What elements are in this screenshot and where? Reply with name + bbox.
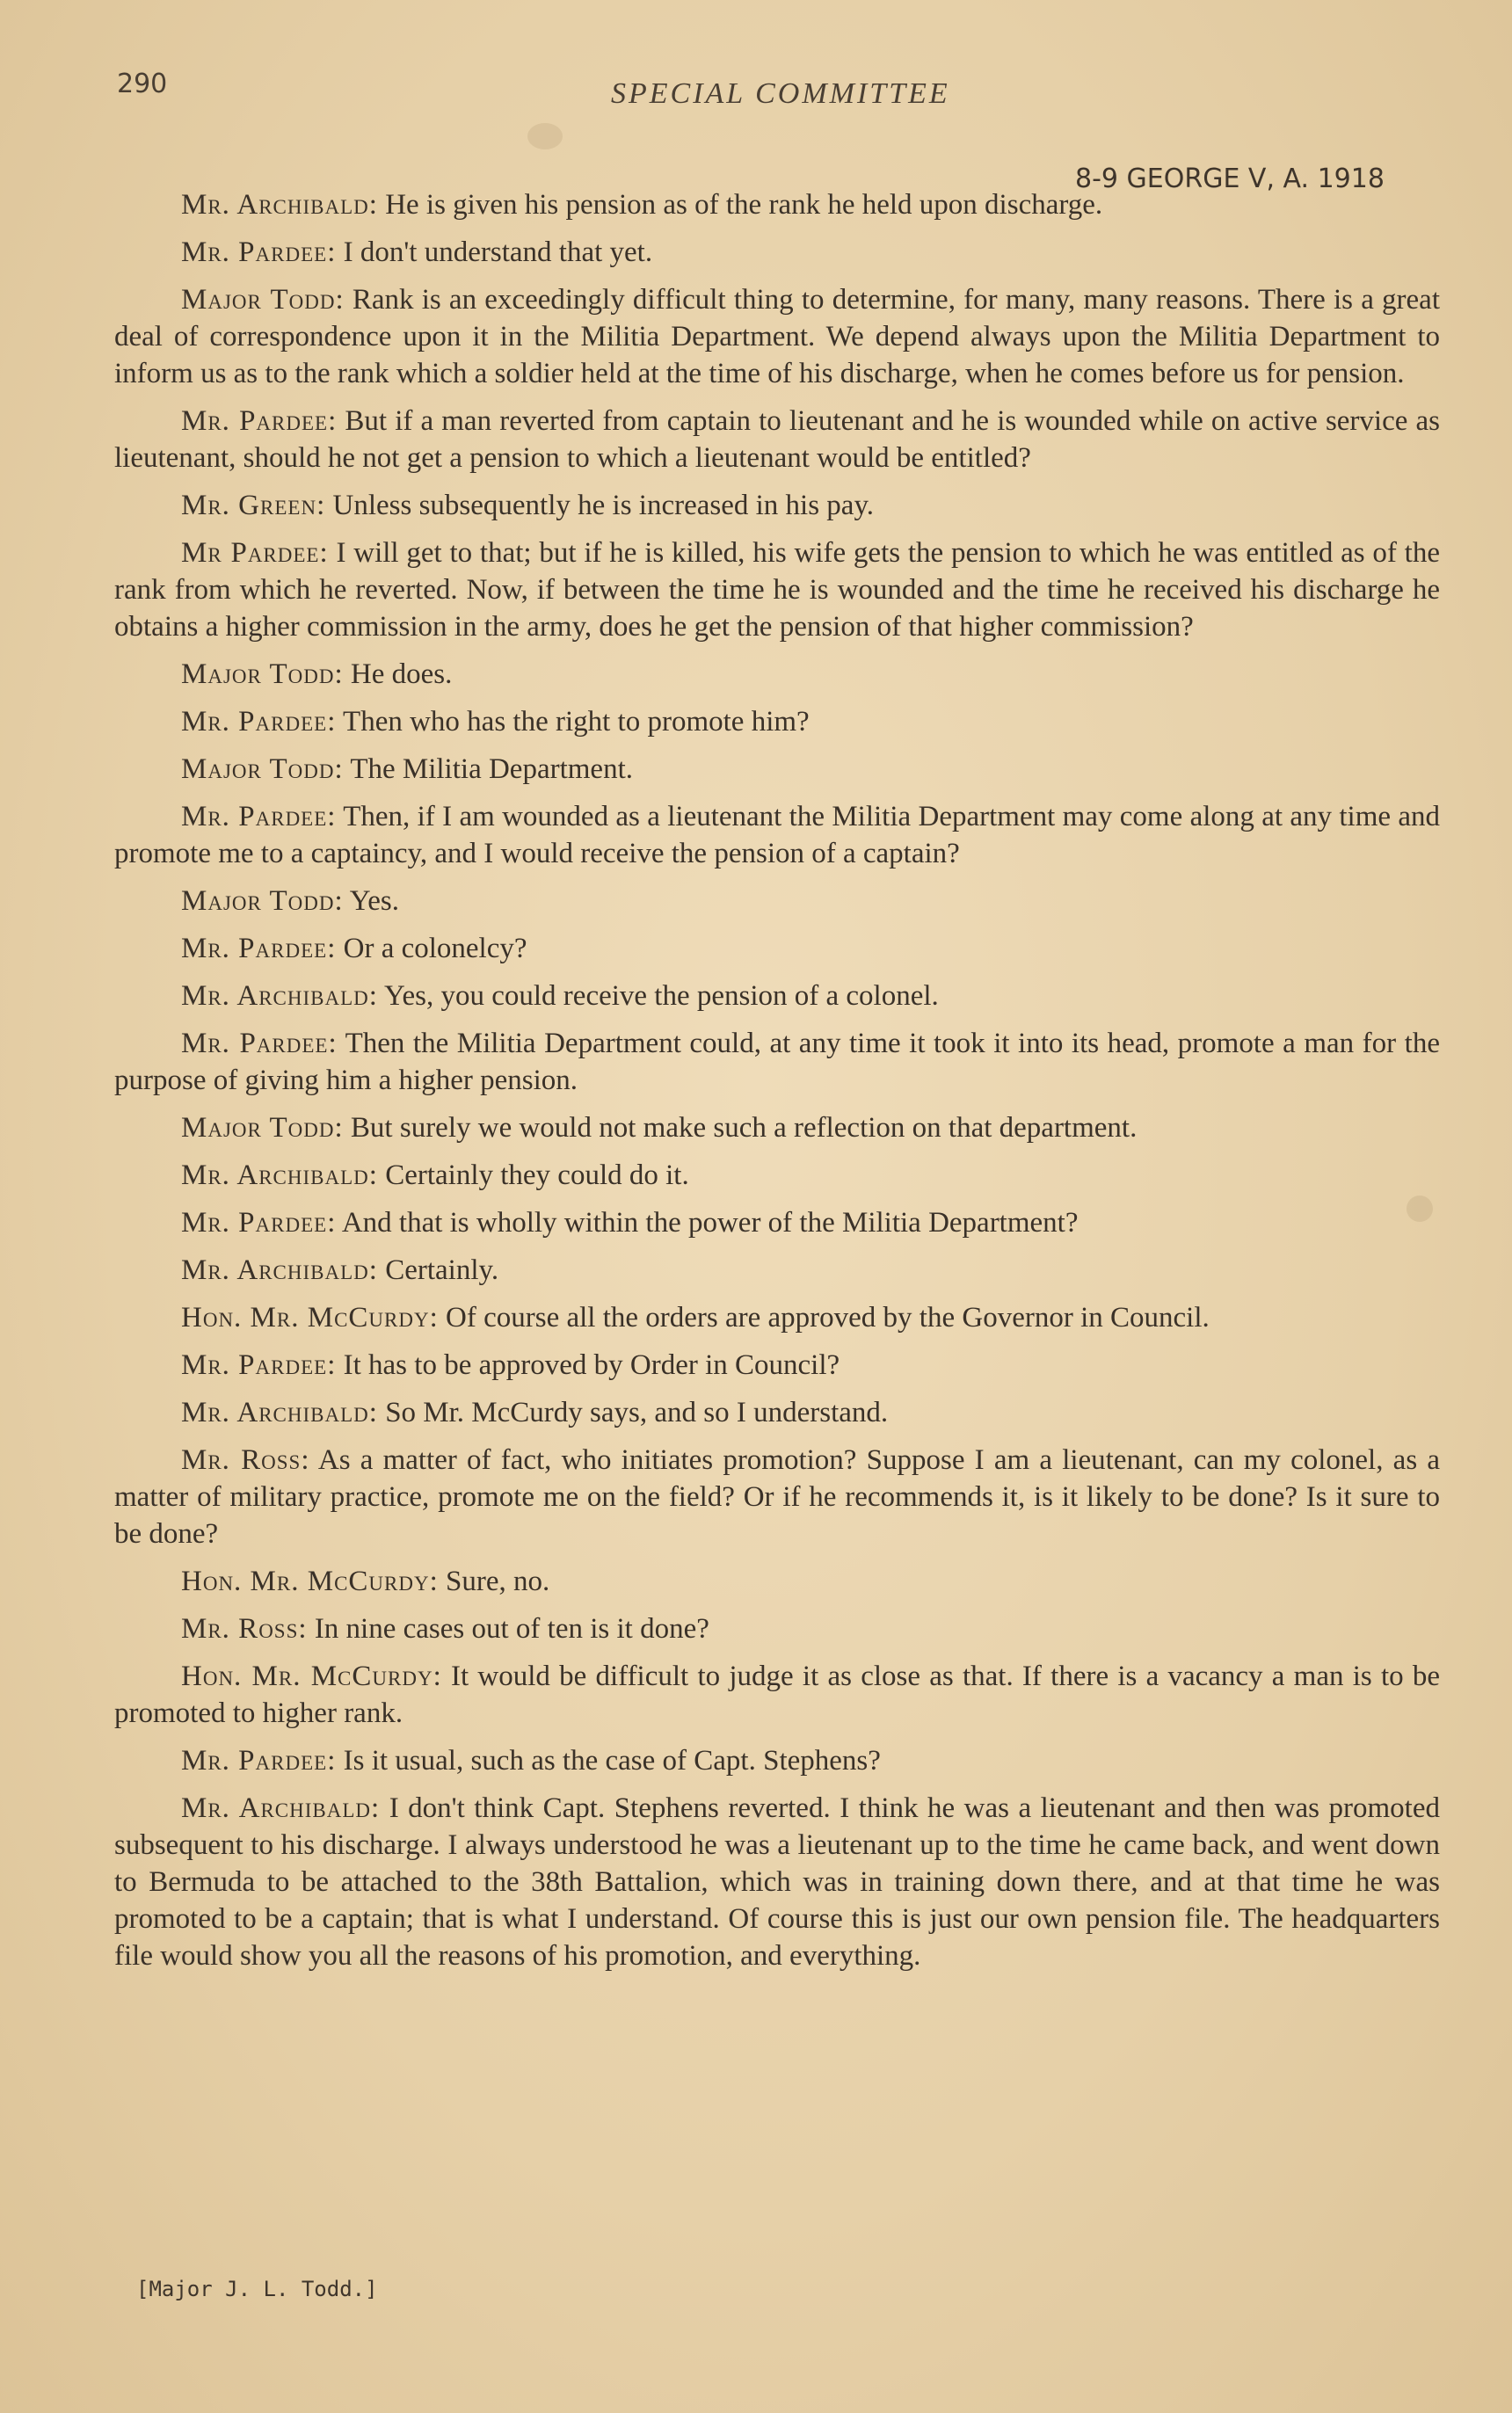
speech-text: As a matter of fact, who initiates promotion? Suppose I am a lieutenant, can my colonel, as a matter of military practice, promote me on the field? Or if he recommends it, is it likely to be done? Is it sure to be done? [114,1444,1440,1550]
transcript-paragraph [114,487,1440,524]
speech-text: But if a man reverted from captain to lieutenant and he is wounded while on active service as lieutenant, should he not get a pension to which a lieutenant would be entitled? [114,405,1441,474]
speaker-name: Mr. Pardee: [181,706,337,738]
speech-text: Yes. [349,885,399,917]
speech-text: Then the Militia Department could, at any time it took it into its head, promote a man for the purpose of giving him a higher pension. [114,1028,1441,1096]
speaker-name: Mr. Ross: [181,1613,308,1645]
speaker-name: Major Todd: [181,885,344,917]
transcript-paragraph [114,751,1440,788]
speaker-name: Major Todd: [181,284,345,316]
speech-text: Sure, no. [446,1566,550,1597]
speech-text: Then who has the right to promote him? [343,706,810,738]
transcript-paragraph [114,234,1440,271]
transcript-paragraph [114,534,1440,645]
speaker-name: Mr. Archibald: [181,1792,381,1824]
speaker-name: Mr. Pardee: [181,1349,337,1381]
speaker-name: Major Todd: [181,1112,344,1144]
speaker-name: Mr. Archibald: [181,1397,378,1428]
speech-text: And that is wholly within the power of the Militia Department? [341,1207,1079,1239]
speaker-name: Mr. Archibald: [181,980,378,1012]
transcript-paragraph [114,403,1440,476]
speech-text: Or a colonelcy? [343,933,527,964]
speaker-name: Mr Pardee: [181,537,329,569]
transcript-body [114,186,1440,1985]
speaker-name: Mr. Pardee: [181,933,337,964]
transcript-paragraph [114,1563,1440,1600]
transcript-paragraph [114,1157,1440,1194]
speech-text: I will get to that; but if he is killed, his wife gets the pension to which he was entitled as of the rank from which he reverted. Now, if between the time he is wounded and the time he received his discharge he obtains a higher commission in the army, does he get the pension of that higher commission? [114,537,1440,643]
speech-text: He is given his pension as of the rank he held upon discharge. [385,189,1103,221]
speech-text: Then, if I am wounded as a lieutenant the Militia Department may come along at any time and promote me to a captaincy, and I would receive the pension of a captain? [114,801,1441,869]
transcript-paragraph [114,186,1440,223]
speech-text: But surely we would not make such a reflection on that department. [350,1112,1138,1144]
speaker-name: Mr. Pardee: [181,1028,338,1059]
transcript-paragraph [114,978,1440,1014]
speaker-name: Major Todd: [181,658,344,690]
transcript-paragraph [114,1025,1440,1099]
transcript-paragraph [114,1299,1440,1336]
speech-text: I don't think Capt. Stephens reverted. I think he was a lieutenant and then was promoted subsequent to his discharge. I always understood he was a lieutenant up to the time he came back, and went down to Bermuda to be attached to the 38th Battalion, which was in training down there, and at that time he was promoted to be a captain; that is what I understand. Of course this is just our own pension file. The headquarters file would show you all the reasons of his promotion, and everything. [114,1792,1440,1972]
speaker-name: Mr. Archibald: [181,1254,378,1286]
speech-text: It has to be approved by Order in Council? [343,1349,840,1381]
speech-text: Yes, you could receive the pension of a colonel. [383,980,939,1012]
speech-text: Certainly. [385,1254,499,1286]
transcript-paragraph [114,1790,1440,1974]
transcript-paragraph [114,1610,1440,1647]
speech-text: He does. [350,658,453,690]
transcript-paragraph [114,883,1440,919]
paper-stain [527,123,563,149]
transcript-paragraph [114,1394,1440,1431]
speaker-name: Hon. Mr. McCurdy: [181,1302,439,1334]
speaker-name: Hon. Mr. McCurdy: [181,1661,442,1692]
speech-text: Certainly they could do it. [385,1159,689,1191]
speech-text: So Mr. McCurdy says, and so I understand. [385,1397,889,1428]
speech-text: I don't understand that yet. [343,236,653,268]
speech-text: Unless subsequently he is increased in his pay. [332,490,875,521]
speech-text: Is it usual, such as the case of Capt. Stephens? [343,1745,881,1777]
transcript-paragraph [114,1347,1440,1384]
transcript-paragraph [114,656,1440,693]
transcript-paragraph [114,1742,1440,1779]
transcript-paragraph [114,1658,1440,1732]
speech-text: Of course all the orders are approved by the Governor in Council. [446,1302,1210,1334]
speaker-name: Mr. Archibald: [181,1159,378,1191]
transcript-paragraph [114,1109,1440,1146]
speech-text: Rank is an exceedingly difficult thing to determine, for many, many reasons. There is a great deal of correspondence upon it in the Militia Department. We depend always upon the Militia Department to inform us as to the rank which a soldier held at the time of his discharge, when he comes before us for pension. [114,284,1440,389]
page-number: 290 [117,69,168,99]
speaker-name: Hon. Mr. McCurdy: [181,1566,439,1597]
speaker-name: Major Todd: [181,753,344,785]
transcript-paragraph [114,281,1440,392]
speaker-name: Mr. Pardee: [181,1745,337,1777]
speaker-name: Mr. Pardee: [181,236,337,268]
speaker-name: Mr. Green: [181,490,326,521]
transcript-paragraph [114,798,1440,872]
running-head: SPECIAL COMMITTEE [611,77,950,110]
speech-text: It would be difficult to judge it as close as that. If there is a vacancy a man is to be promoted to higher rank. [114,1661,1441,1729]
transcript-paragraph [114,930,1440,967]
transcript-paragraph [114,1204,1440,1241]
transcript-paragraph [114,703,1440,740]
transcript-paragraph [114,1442,1440,1552]
session-heading: 8-9 GEORGE V, A. 1918 [1075,164,1385,194]
transcript-paragraph [114,1252,1440,1289]
footer-note: [Major J. L. Todd.] [136,2277,378,2301]
speaker-name: Mr. Pardee: [181,405,338,437]
speaker-name: Mr. Archibald: [181,189,378,221]
speech-text: In nine cases out of ten is it done? [314,1613,709,1645]
speaker-name: Mr. Pardee: [181,1207,337,1239]
speaker-name: Mr. Ross: [181,1444,310,1476]
speech-text: The Militia Department. [350,753,633,785]
speaker-name: Mr. Pardee: [181,801,337,832]
